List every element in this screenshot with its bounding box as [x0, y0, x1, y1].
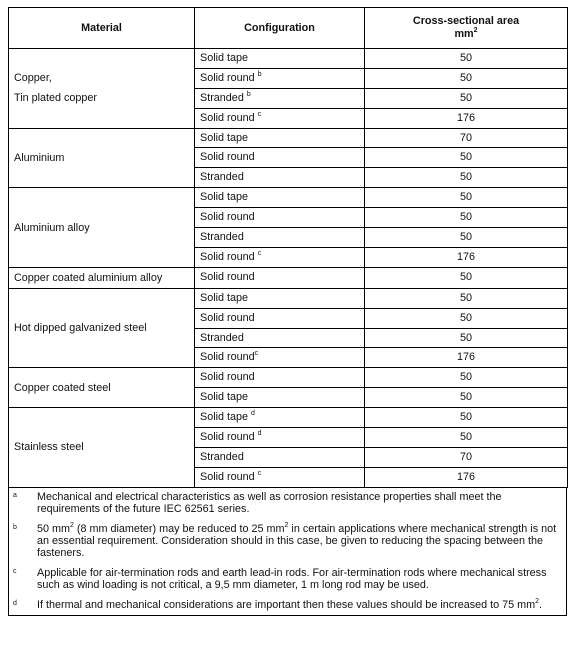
footnote-marker: c — [257, 249, 262, 257]
configuration-cell — [195, 228, 365, 248]
configuration-cell — [195, 267, 365, 288]
area-value-cell: 70 — [365, 128, 568, 148]
footnote-mark: c — [13, 567, 17, 575]
footnote-marker: b — [257, 70, 262, 78]
configuration-cell — [195, 208, 365, 228]
material-cell — [9, 128, 195, 188]
area-value-cell: 176 — [365, 108, 568, 128]
footnote-text — [37, 491, 558, 516]
footnote-marker: b — [246, 90, 251, 98]
configuration-text: Solid round — [200, 430, 258, 443]
area-value-cell: 50 — [365, 267, 568, 288]
configuration-cell — [195, 408, 365, 428]
configuration-cell — [195, 128, 365, 148]
configuration-text: Stranded — [200, 171, 244, 184]
configuration-text: Solid tape — [200, 291, 249, 304]
area-value-cell: 50 — [365, 308, 568, 328]
configuration-text: Solid round — [200, 271, 255, 284]
configuration-text: Solid tape — [200, 191, 249, 204]
area-value-cell: 50 — [365, 68, 568, 88]
table-row — [9, 408, 568, 428]
superscript: 2 — [535, 597, 540, 605]
footnote-text-part: . — [539, 598, 543, 611]
configuration-text: Solid round — [200, 250, 258, 263]
configuration-cell — [195, 328, 365, 348]
configuration-text: Solid round — [200, 151, 255, 164]
configuration-text: Solid round — [200, 470, 258, 483]
area-value-cell: 50 — [365, 188, 568, 208]
area-value-cell: 70 — [365, 447, 568, 467]
configuration-cell — [195, 368, 365, 388]
material-cell — [9, 368, 195, 408]
material-cell — [9, 267, 195, 288]
footnote-marker: c — [257, 469, 262, 477]
configuration-cell — [195, 348, 365, 368]
configuration-cell — [195, 388, 365, 408]
material-name: Aluminium — [14, 151, 65, 164]
footnote-marker: c — [254, 350, 259, 358]
area-value-cell: 176 — [365, 348, 568, 368]
header-area-unit — [370, 28, 562, 41]
footnote-marker: c — [257, 110, 262, 118]
configuration-cell — [195, 88, 365, 108]
configuration-cell — [195, 288, 365, 308]
configuration-cell — [195, 148, 365, 168]
footnote-text-part: 50 mm — [37, 522, 70, 535]
footnote-text-part: If thermal and mechanical considerations are important then these values should be increased to 75 mm — [37, 598, 536, 611]
configuration-text: Stranded — [200, 331, 244, 344]
footnote-b — [13, 523, 558, 560]
table-row — [9, 188, 568, 208]
materials-table — [8, 7, 568, 488]
table-row — [9, 267, 568, 288]
material-name: Copper coated aluminium alloy — [14, 271, 163, 284]
configuration-text: Solid round — [200, 351, 255, 364]
area-value-cell: 50 — [365, 168, 568, 188]
header-area-title: Cross-sectional area — [412, 15, 520, 27]
area-value-cell: 50 — [365, 408, 568, 428]
footnote-text — [37, 567, 558, 592]
footnote-mark: d — [13, 599, 17, 607]
document — [8, 7, 567, 616]
area-value-cell: 50 — [365, 328, 568, 348]
material-name: Stainless steel — [14, 441, 84, 454]
configuration-cell — [195, 108, 365, 128]
footnote-text-part: in certain applications where mechanical strength is not an essential requirement. Consideration should in this case, be given to reducing the spacing between the fasteners. — [37, 522, 557, 560]
footnote-text-part: Mechanical and electrical characteristics as well as corrosion resistance properties shall meet the requirements of the future IEC 62561 series. — [37, 490, 502, 516]
footnote-text-part: (8 mm diameter) may be reduced to 25 mm — [73, 522, 285, 535]
configuration-cell — [195, 68, 365, 88]
area-value-cell: 50 — [365, 228, 568, 248]
area-value-cell: 50 — [365, 388, 568, 408]
area-value-cell: 176 — [365, 247, 568, 267]
material-name: Copper coated steel — [14, 381, 111, 394]
footnote-marker: d — [251, 410, 255, 418]
configuration-text: Solid round — [200, 371, 255, 384]
header-configuration: Configuration — [195, 8, 365, 49]
footnote-text — [37, 599, 558, 611]
configuration-text: Solid tape — [200, 391, 249, 404]
footnote-c — [13, 567, 558, 592]
footnotes — [8, 488, 567, 616]
footnote-mark: b — [13, 523, 17, 531]
header-area-unit-text: mm — [454, 28, 474, 40]
material-name: Hot dipped galvanized steel — [14, 322, 147, 335]
header-material: Material — [9, 8, 195, 49]
header-row — [9, 8, 568, 49]
configuration-text: Solid tape — [200, 131, 249, 144]
area-value-cell: 50 — [365, 49, 568, 69]
configuration-cell — [195, 168, 365, 188]
header-area — [365, 8, 568, 49]
material-name: Aluminium alloy — [14, 221, 90, 234]
configuration-text: Solid round — [200, 111, 258, 124]
configuration-text: Stranded — [200, 230, 244, 243]
superscript: 2 — [284, 521, 289, 529]
configuration-text: Solid round — [200, 211, 255, 224]
footnote-text — [37, 523, 558, 560]
configuration-cell — [195, 467, 365, 487]
footnote-d — [13, 599, 558, 611]
table-row — [9, 368, 568, 388]
superscript: 2 — [70, 521, 74, 529]
material-cell — [9, 49, 195, 129]
table-row — [9, 128, 568, 148]
table-row — [9, 49, 568, 69]
configuration-cell — [195, 188, 365, 208]
material-cell — [9, 408, 195, 488]
configuration-text: Stranded — [200, 91, 247, 104]
table-row — [9, 288, 568, 308]
configuration-text: Solid round — [200, 311, 255, 324]
header-area-unit-sup: 2 — [473, 27, 478, 34]
area-value-cell: 50 — [365, 288, 568, 308]
configuration-text: Stranded — [200, 450, 244, 463]
configuration-text: Solid tape — [200, 411, 252, 424]
footnote-marker: d — [257, 429, 262, 437]
footnote-text-part: Applicable for air-termination rods and earth lead-in rods. For air-termination rods where mechanical stress such as wind loading is not critical, a 9,5 mm diameter, 1 m long rod may be used. — [37, 566, 547, 592]
configuration-cell — [195, 247, 365, 267]
area-value-cell: 50 — [365, 148, 568, 168]
configuration-text: Solid round — [200, 71, 258, 84]
configuration-cell — [195, 49, 365, 69]
configuration-cell — [195, 447, 365, 467]
area-value-cell: 50 — [365, 88, 568, 108]
material-cell — [9, 188, 195, 268]
area-value-cell: 50 — [365, 428, 568, 448]
footnote-a — [13, 491, 558, 516]
configuration-cell — [195, 428, 365, 448]
area-value-cell: 50 — [365, 208, 568, 228]
material-name: Copper, — [14, 72, 52, 85]
configuration-text: Solid tape — [200, 51, 249, 64]
footnote-mark: a — [13, 491, 17, 499]
configuration-cell — [195, 308, 365, 328]
material-cell — [9, 288, 195, 368]
area-value-cell: 50 — [365, 368, 568, 388]
table-body — [9, 49, 568, 488]
area-value-cell: 176 — [365, 467, 568, 487]
material-name: Tin plated copper — [14, 92, 98, 105]
